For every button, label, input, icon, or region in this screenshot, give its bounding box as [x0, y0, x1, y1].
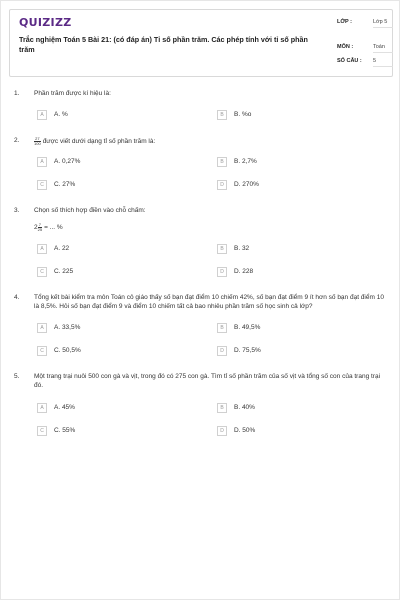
question-number: 4.	[14, 294, 20, 301]
option-letter-box: C	[37, 426, 47, 436]
expression-rest: = ... %	[44, 224, 63, 232]
worksheet-title: Trắc nghiệm Toán 5 Bài 21: (có đáp án) Tỉ số phần trăm. Các phép tính với tỉ số phần trăm	[19, 35, 308, 54]
option-text: D. 270%	[234, 181, 259, 188]
meta-class-label: LỚP :	[337, 19, 352, 25]
option-text: B. 32	[234, 245, 250, 252]
mixed-number-expression	[34, 223, 63, 232]
option-letter-box: D	[217, 426, 227, 436]
option-letter-box: B	[217, 244, 227, 254]
option-letter-box: A	[37, 157, 47, 167]
question-number: 5.	[14, 373, 20, 380]
question-text: Chọn số thích hợp điền vào chỗ chấm:	[34, 207, 146, 214]
meta-subject-row	[337, 41, 393, 55]
meta-subject-value: Toán	[373, 44, 393, 53]
option-text: A. 33,5%	[54, 324, 81, 331]
option-text: C. 55%	[54, 427, 76, 434]
option-text: B. 49,5%	[234, 324, 261, 331]
option-letter-box: D	[217, 180, 227, 190]
fraction	[34, 137, 41, 146]
question-text: Phần trăm được kí hiệu là:	[34, 90, 111, 97]
option-text: A. 0,27%	[54, 158, 81, 165]
fraction-numerator: 27	[35, 136, 40, 141]
worksheet-header	[9, 9, 393, 77]
meta-count-label: SỐ CÂU :	[337, 58, 362, 64]
option-letter-box: B	[217, 157, 227, 167]
meta-class-row	[337, 16, 393, 41]
option-letter-box: B	[217, 323, 227, 333]
option-letter-box: B	[217, 110, 227, 120]
option-letter-box: D	[217, 267, 227, 277]
option-text: B. 2,7%	[234, 158, 257, 165]
option-text: B. 40%	[234, 404, 255, 411]
option-letter-box: A	[37, 244, 47, 254]
meta-subject-label: MÔN :	[337, 44, 354, 50]
question-text: Một trang trại nuôi 500 con gà và vịt, trong đó có 275 con gà. Tìm tỉ số phần trăm của số vịt và tổng số con của trang trại đó.	[34, 373, 381, 389]
option-letter-box: B	[217, 403, 227, 413]
option-text: D. 228	[234, 268, 254, 275]
option-text: C. 50,5%	[54, 347, 81, 354]
fraction-denominator: 100	[34, 141, 41, 146]
option-letter-box: D	[217, 346, 227, 356]
question-text: Tổng kết bài kiểm tra môn Toán cô giáo thấy số bạn đạt điểm 10 chiếm 42%, số bạn đạt điểm 9 ít hơn số bạn đạt điểm 10 là 8,5%. Hỏi số bạn đạt điểm 9 và điểm 10 chiếm tất cả bao nhiêu phần trăm số học sinh cả lớp?	[34, 294, 384, 310]
option-text: B. %o	[234, 111, 252, 118]
option-letter-box: C	[37, 180, 47, 190]
fraction-numerator: 7	[38, 222, 41, 227]
meta-count-value: 5	[373, 58, 393, 67]
option-text: A. 22	[54, 245, 70, 252]
option-text: D. 75,5%	[234, 347, 261, 354]
quizizz-logo: QUIZIZZ	[19, 16, 72, 29]
option-letter-box: A	[37, 323, 47, 333]
meta-class-value: Lớp 5	[373, 19, 393, 28]
question-text-rest: được viết dưới dạng tỉ số phần trăm là:	[42, 138, 156, 146]
option-text: C. 27%	[54, 181, 76, 188]
option-text: A. %	[54, 111, 68, 118]
option-text: A. 45%	[54, 404, 75, 411]
question-number: 2.	[14, 137, 20, 144]
option-text: D. 50%	[234, 427, 256, 434]
fraction-denominator: 25	[37, 227, 43, 232]
question-text	[34, 137, 384, 147]
fraction	[38, 223, 42, 232]
option-letter-box: A	[37, 110, 47, 120]
mixed-number-whole: 2	[34, 224, 38, 232]
option-letter-box: A	[37, 403, 47, 413]
worksheet-meta	[337, 16, 393, 69]
meta-count-row	[337, 55, 393, 69]
option-letter-box: C	[37, 267, 47, 277]
question-number: 1.	[14, 90, 20, 97]
option-text: C. 225	[54, 268, 74, 275]
question-number: 3.	[14, 207, 20, 214]
option-letter-box: C	[37, 346, 47, 356]
